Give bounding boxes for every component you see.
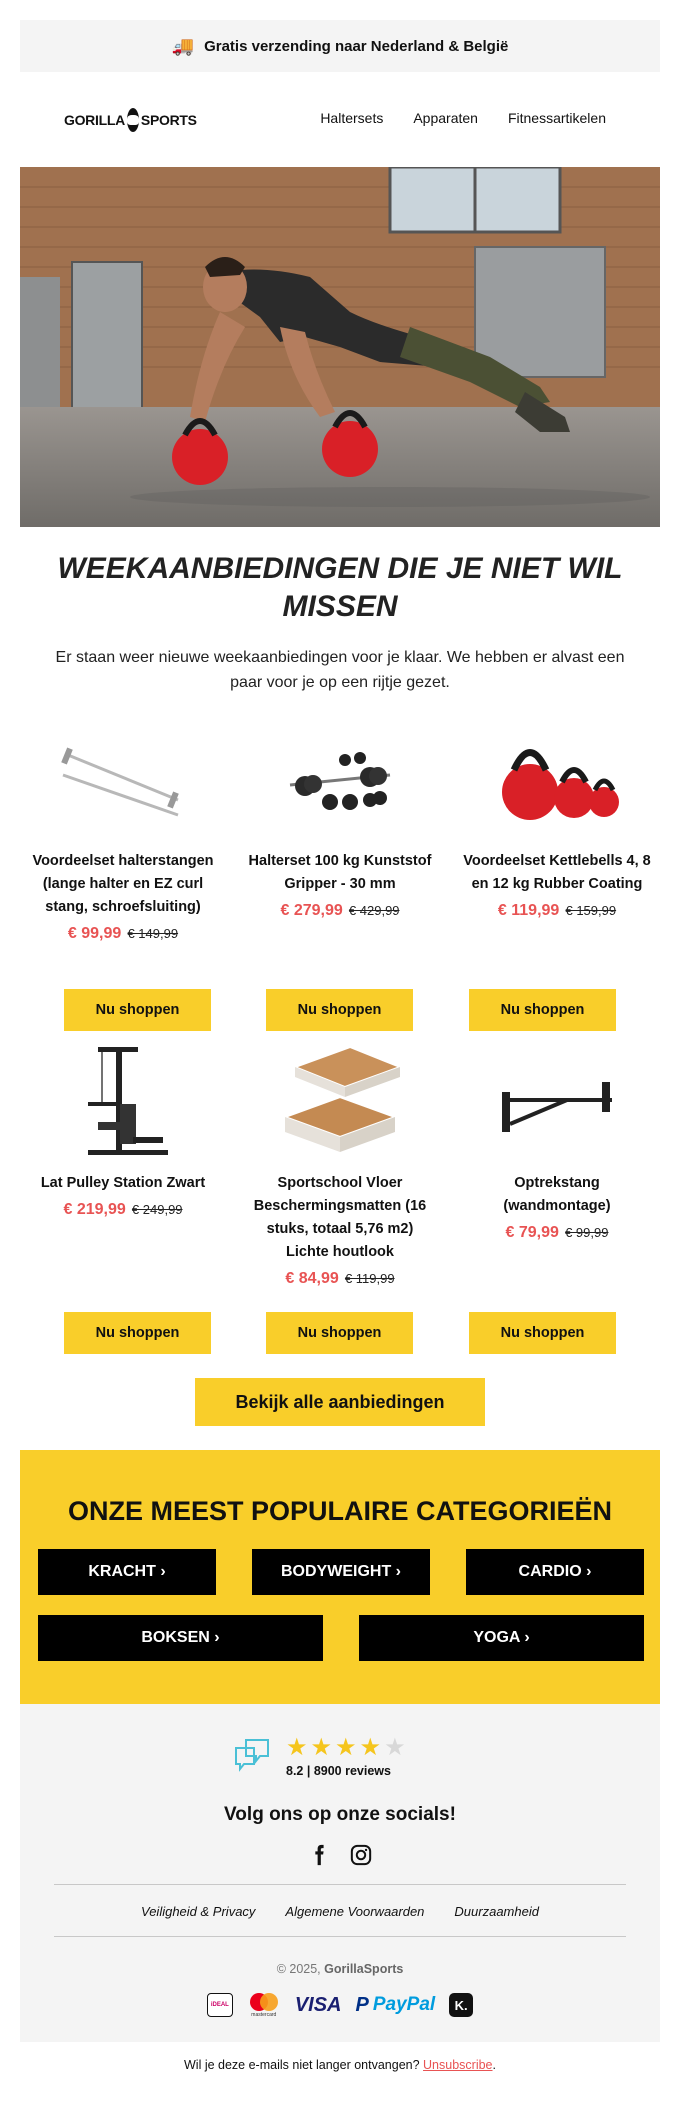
sale-price: € 279,99 [280, 902, 343, 919]
dumbbell-icon [275, 730, 405, 830]
shop-button[interactable]: Nu shoppen [266, 1312, 413, 1354]
klarna-icon [449, 1993, 473, 2017]
unsubscribe-text: Wil je deze e-mails niet langer ontvangen? [184, 2058, 424, 2072]
link-privacy[interactable]: Veiligheid & Privacy [141, 1904, 256, 1919]
paypal-icon: P PayPal [355, 1993, 436, 2016]
gorillasports-logo[interactable] [64, 107, 197, 133]
old-price: € 149,99 [127, 926, 179, 941]
product-card [28, 1042, 218, 1219]
copyright-prefix: © 2025, [276, 1962, 325, 1976]
product-name[interactable]: Halterset 100 kg Kunststof Gripper - 30 mm [248, 853, 432, 892]
old-price: € 249,99 [131, 1202, 183, 1217]
lat-pulley-icon [58, 1042, 188, 1162]
star-empty-icon: ★ [384, 1734, 406, 1761]
logo-text-left: GORILLA [64, 112, 125, 128]
sale-price: € 99,99 [67, 925, 122, 942]
shop-button[interactable]: Nu shoppen [469, 989, 616, 1031]
nav-link-fitnessartikelen[interactable]: Fitnessartikelen [507, 110, 606, 126]
product-card [28, 720, 218, 943]
lat-pulley-image[interactable] [58, 1042, 188, 1162]
category-yoga[interactable]: YOGA › [359, 1615, 644, 1661]
floor-mats-image[interactable] [275, 1042, 405, 1162]
ideal-label: iDEAL [210, 2002, 229, 2008]
barbell-set-image[interactable] [58, 720, 188, 840]
mastercard-icon [247, 1992, 281, 2018]
instagram-icon[interactable] [350, 1844, 372, 1866]
product-name[interactable]: Lat Pulley Station Zwart [40, 1175, 206, 1191]
mastercard-label: mastercard [251, 2012, 277, 2018]
product-price [245, 1270, 435, 1288]
old-price: € 429,99 [348, 903, 400, 918]
barbell-icon [58, 730, 188, 830]
footer [20, 1704, 660, 2042]
product-card [462, 720, 652, 920]
product-name[interactable]: Sportschool Vloer Beschermingsmatten (16 stuks, totaal 5,76 m2) Lichte houtlook [253, 1175, 427, 1260]
page-title: WEEKAANBIEDINGEN DIE JE NIET WIL MISSEN [57, 552, 623, 623]
truck-icon: 🚚 [171, 35, 195, 56]
copyright-brand: GorillaSports [324, 1962, 404, 1976]
facebook-icon[interactable] [308, 1844, 330, 1866]
category-kracht[interactable]: KRACHT › [38, 1549, 216, 1595]
header [20, 95, 660, 145]
payment-methods [20, 1992, 660, 2018]
star-icon: ★ [286, 1734, 308, 1761]
footer-divider [54, 1936, 626, 1937]
intro-text: Er staan weer nieuwe weekaanbiedingen voor je klaar. We hebben er alvast een paar voor je op een rijtje gezet. [55, 649, 625, 691]
ideal-icon [207, 1993, 233, 2017]
old-price: € 99,99 [565, 1225, 609, 1240]
category-boksen[interactable]: BOKSEN › [38, 1615, 323, 1661]
star-icon: ★ [335, 1734, 357, 1761]
shop-button[interactable]: Nu shoppen [266, 989, 413, 1031]
star-icon: ★ [359, 1734, 382, 1761]
categories-title: ONZE MEEST POPULAIRE CATEGORIEËN [67, 1496, 613, 1526]
product-name[interactable]: Voordeelset Kettlebells 4, 8 en 12 kg Rubber Coating [463, 853, 651, 892]
social-links [20, 1844, 660, 1866]
footer-divider [54, 1884, 626, 1885]
product-price [28, 1201, 218, 1219]
old-price: € 159,99 [565, 903, 617, 918]
hero-image[interactable] [20, 167, 660, 527]
unsubscribe-link[interactable]: Unsubscribe [423, 2058, 493, 2072]
category-cardio[interactable]: CARDIO › [466, 1549, 644, 1595]
review-score: 8.2 | 8900 reviews [286, 1764, 391, 1778]
category-bodyweight[interactable]: BODYWEIGHT › [252, 1549, 430, 1595]
shipping-banner [20, 20, 660, 72]
chat-bubbles-icon [232, 1736, 272, 1772]
nav-link-apparaten[interactable]: Apparaten [413, 110, 478, 126]
product-price [245, 902, 435, 920]
floor-mats-icon [275, 1042, 405, 1162]
unsubscribe-suffix: . [492, 2058, 496, 2072]
socials-title: Volg ons op onze socials! [224, 1804, 456, 1825]
pullup-bar-image[interactable] [492, 1042, 622, 1162]
view-all-offers-button[interactable]: Bekijk alle aanbiedingen [195, 1378, 485, 1426]
rating-stars [286, 1736, 406, 1760]
kettlebell-icon [492, 730, 622, 830]
shop-button[interactable]: Nu shoppen [64, 1312, 211, 1354]
hero-photo [20, 167, 660, 527]
pullup-bar-icon [492, 1042, 622, 1162]
sale-price: € 119,99 [497, 902, 560, 919]
product-price [462, 1224, 652, 1242]
product-card [245, 720, 435, 920]
product-name[interactable]: Voordeelset halterstangen (lange halter en EZ curl stang, schroefsluiting) [32, 853, 214, 915]
sale-price: € 219,99 [63, 1201, 126, 1218]
product-price [28, 925, 218, 943]
link-sustainability[interactable]: Duurzaamheid [454, 1904, 539, 1919]
shop-button[interactable]: Nu shoppen [64, 989, 211, 1031]
footer-links [20, 1904, 660, 1919]
reviews-widget[interactable] [232, 1736, 406, 1778]
shop-button[interactable]: Nu shoppen [469, 1312, 616, 1354]
product-card [462, 1042, 652, 1242]
visa-icon: VISA [294, 1993, 342, 2016]
shipping-banner-text: Gratis verzending naar Nederland & België [204, 37, 509, 55]
copyright [20, 1962, 660, 1976]
main-nav [320, 110, 606, 126]
old-price: € 119,99 [344, 1271, 395, 1286]
product-price [462, 902, 652, 920]
gorilla-icon [127, 108, 139, 132]
star-icon: ★ [310, 1734, 333, 1761]
kettlebell-set-image[interactable] [492, 720, 622, 840]
categories-section [20, 1450, 660, 1704]
nav-link-haltersets[interactable]: Haltersets [320, 110, 384, 126]
product-name[interactable]: Optrekstang (wandmontage) [503, 1175, 611, 1214]
link-terms[interactable]: Algemene Voorwaarden [285, 1904, 425, 1919]
sale-price: € 84,99 [285, 1270, 339, 1287]
dumbbell-set-image[interactable] [275, 720, 405, 840]
klarna-label: K. [454, 1997, 468, 2013]
unsubscribe-line [20, 2058, 660, 2072]
sale-price: € 79,99 [505, 1224, 559, 1241]
product-card [245, 1042, 435, 1288]
paypal-label: PayPal [372, 1994, 436, 2015]
logo-text-right: SPORTS [140, 112, 197, 128]
